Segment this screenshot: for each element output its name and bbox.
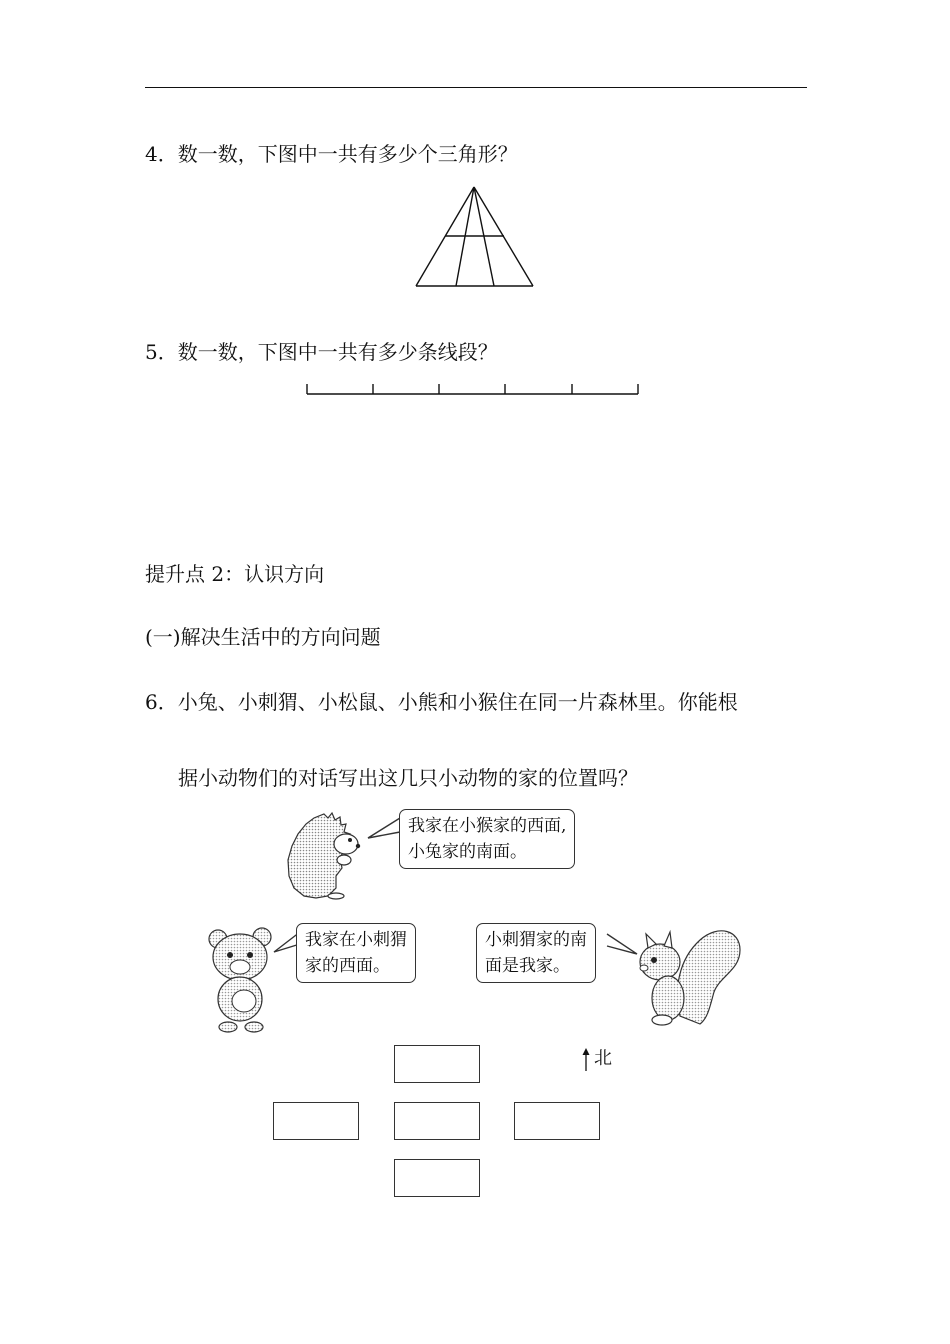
question-5-number: 5．	[145, 340, 178, 364]
answer-box-west[interactable]	[273, 1102, 359, 1140]
triangle-figure	[414, 186, 536, 288]
answer-box-north[interactable]	[394, 1045, 480, 1083]
bear-illustration	[206, 925, 276, 1035]
question-6	[145, 686, 738, 715]
bear-bubble-line-2: 家的西面。	[305, 956, 390, 976]
section-subtitle: (一)解决生活中的方向问题	[145, 625, 381, 649]
squirrel-illustration	[634, 920, 744, 1030]
bear-speech-bubble	[296, 923, 416, 983]
question-5-text: 数一数，下图中一共有多少条线段？	[177, 340, 498, 364]
hedgehog-speech-bubble	[399, 809, 575, 869]
squirrel-speech-bubble	[476, 923, 596, 983]
question-5	[145, 336, 498, 365]
question-4	[145, 138, 518, 167]
section-title: 提升点 2：认识方向	[145, 562, 325, 586]
hedgehog-illustration	[284, 810, 366, 900]
answer-box-center[interactable]	[394, 1102, 480, 1140]
answer-box-east[interactable]	[514, 1102, 600, 1140]
squirrel-bubble-line-1: 小刺猬家的南	[485, 930, 587, 950]
answer-box-south[interactable]	[394, 1159, 480, 1197]
question-4-number: 4．	[145, 142, 178, 166]
question-6-line-1: 小兔、小刺猬、小松鼠、小熊和小猴住在同一片森林里。你能根	[177, 690, 738, 714]
bear-bubble-line-1: 我家在小刺猬	[305, 930, 407, 950]
header-rule	[145, 87, 807, 88]
hedgehog-bubble-line-2: 小兔家的南面。	[408, 842, 527, 862]
question-4-text: 数一数，下图中一共有多少个三角形？	[177, 142, 518, 166]
hedgehog-bubble-line-1: 我家在小猴家的西面,	[408, 816, 567, 836]
question-6-number: 6．	[145, 690, 178, 714]
hedgehog-bubble-tail	[366, 812, 402, 842]
north-arrow-icon	[581, 1047, 591, 1073]
north-label: 北	[594, 1048, 612, 1069]
squirrel-bubble-line-2: 面是我家。	[485, 956, 570, 976]
segment-figure	[305, 382, 641, 398]
question-6-line-2: 据小动物们的对话写出这几只小动物的家的位置吗？	[178, 766, 638, 790]
